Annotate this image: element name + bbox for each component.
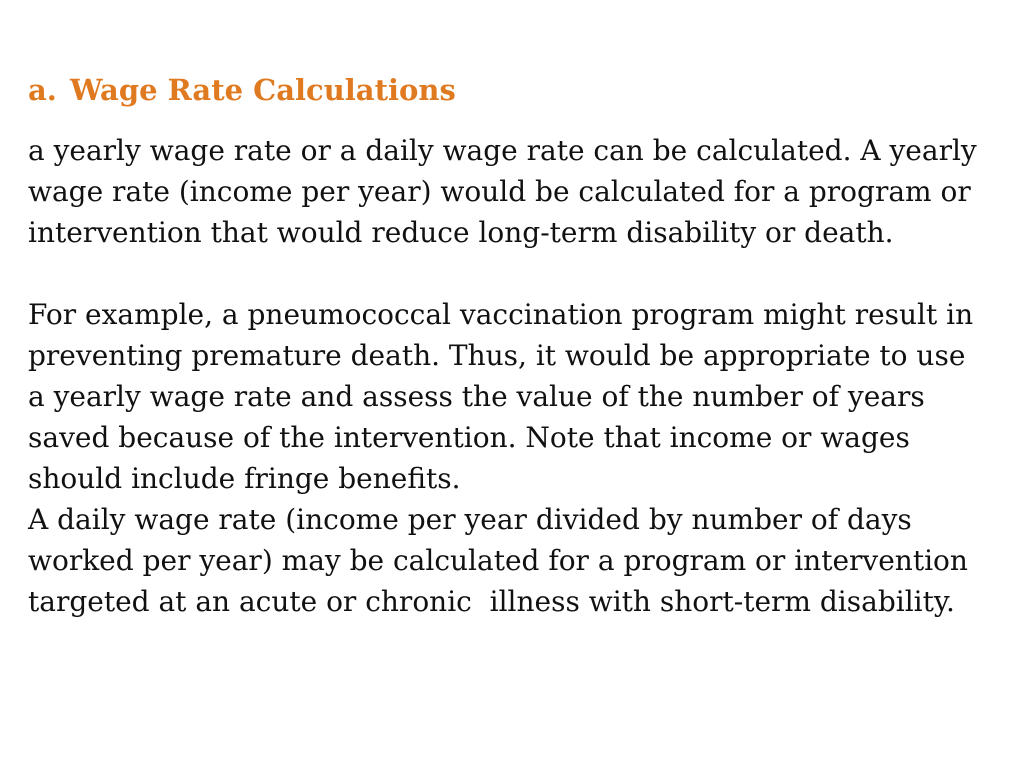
text-line: should include fringe benefits. (28, 462, 461, 495)
text-line: saved because of the intervention. Note that income or wages (28, 421, 910, 454)
text-line: targeted at an acute or chronic illness with short-term disability. (28, 585, 955, 618)
body-text (28, 130, 1003, 622)
text-line: wage rate (income per year) would be calculated for a program or (28, 175, 971, 208)
text-line: A daily wage rate (income per year divided by number of days (28, 503, 912, 536)
text-line: For example, a pneumococcal vaccination program might result in (28, 298, 974, 331)
paragraph-example (28, 294, 1003, 499)
paragraph-daily-rate (28, 499, 1003, 622)
text-line: intervention that would reduce long-term disability or death. (28, 216, 894, 249)
paragraph-intro (28, 130, 1003, 253)
text-line: a yearly wage rate and assess the value of the number of years (28, 380, 925, 413)
text-line: preventing premature death. Thus, it would be appropriate to use (28, 339, 966, 372)
text-line: worked per year) may be calculated for a program or intervention (28, 544, 968, 577)
heading-marker: a. (28, 73, 57, 107)
heading-title: Wage Rate Calculations (70, 73, 456, 107)
paragraph-spacer (28, 253, 1003, 294)
text-line: a yearly wage rate or a daily wage rate can be calculated. A yearly (28, 134, 977, 167)
section-heading (28, 70, 456, 110)
